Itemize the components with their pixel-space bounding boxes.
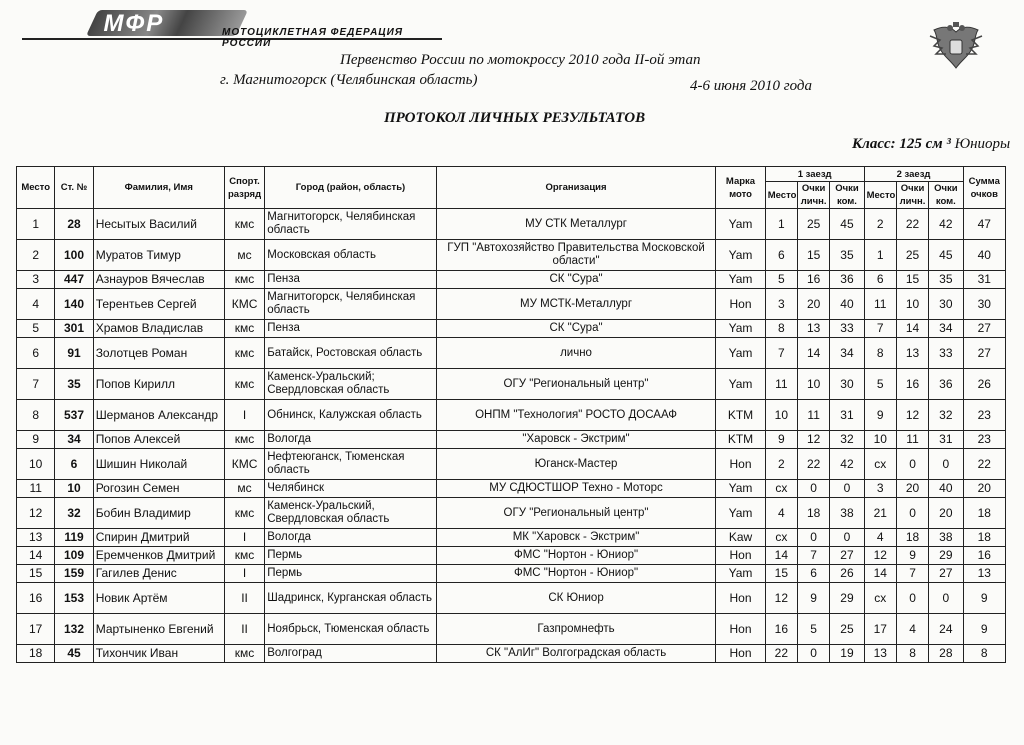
cell-city: Каменск-Уральский, Свердловская область: [265, 498, 437, 529]
cell-start-no: 301: [55, 320, 93, 338]
cell-rank: кмс: [224, 498, 264, 529]
table-row: [17, 645, 1006, 663]
cell-org: лично: [436, 338, 716, 369]
cell-race2-place: 6: [864, 271, 896, 289]
cell-rank: кмс: [224, 431, 264, 449]
cell-total: 9: [963, 614, 1006, 645]
cell-race1-team: 25: [830, 614, 864, 645]
header-total: Сумма очков: [963, 167, 1006, 209]
cell-race2-place: 17: [864, 614, 896, 645]
cell-race1-place: 14: [765, 547, 797, 565]
cell-place: 12: [17, 498, 55, 529]
cell-place: 6: [17, 338, 55, 369]
cell-race2-team: 31: [929, 431, 963, 449]
federation-logo: [22, 8, 442, 49]
cell-place: 18: [17, 645, 55, 663]
protocol-title: ПРОТОКОЛ ЛИЧНЫХ РЕЗУЛЬТАТОВ: [384, 110, 646, 126]
cell-race2-place: 21: [864, 498, 896, 529]
cell-race2-personal: 14: [896, 320, 928, 338]
cell-race2-place: сх: [864, 583, 896, 614]
cell-place: 17: [17, 614, 55, 645]
cell-race1-team: 34: [830, 338, 864, 369]
cell-moto: Yam: [716, 480, 765, 498]
cell-city: Пермь: [265, 547, 437, 565]
cell-city: Московская область: [265, 240, 437, 271]
cell-moto: Yam: [716, 369, 765, 400]
cell-city: Магнитогорск, Челябинская область: [265, 209, 437, 240]
cell-city: Вологда: [265, 431, 437, 449]
cell-place: 2: [17, 240, 55, 271]
cell-org: Юганск-Мастер: [436, 449, 716, 480]
cell-moto: Yam: [716, 565, 765, 583]
cell-race2-team: 38: [929, 529, 963, 547]
cell-race2-place: 10: [864, 431, 896, 449]
cell-race2-team: 0: [929, 449, 963, 480]
cell-race1-personal: 22: [798, 449, 830, 480]
table-row: [17, 209, 1006, 240]
cell-race1-personal: 18: [798, 498, 830, 529]
cell-name: Мартыненко Евгений: [93, 614, 224, 645]
cell-race1-team: 19: [830, 645, 864, 663]
cell-race2-place: 14: [864, 565, 896, 583]
cell-start-no: 132: [55, 614, 93, 645]
cell-org: МУ СДЮСТШОР Техно - Моторс: [436, 480, 716, 498]
cell-race1-team: 27: [830, 547, 864, 565]
cell-rank: кмс: [224, 369, 264, 400]
cell-org: ОГУ "Региональный центр": [436, 498, 716, 529]
header-race2-place: Место: [864, 182, 896, 209]
cell-moto: Hon: [716, 614, 765, 645]
cell-name: Золотцев Роман: [93, 338, 224, 369]
cell-rank: I: [224, 565, 264, 583]
cell-race2-team: 27: [929, 565, 963, 583]
cell-race1-personal: 0: [798, 529, 830, 547]
cell-race1-place: 22: [765, 645, 797, 663]
cell-race1-personal: 15: [798, 240, 830, 271]
cell-start-no: 153: [55, 583, 93, 614]
cell-race1-personal: 0: [798, 645, 830, 663]
cell-race1-personal: 25: [798, 209, 830, 240]
cell-name: Азнауров Вячеслав: [93, 271, 224, 289]
cell-org: СК Юниор: [436, 583, 716, 614]
cell-rank: кмс: [224, 320, 264, 338]
cell-org: "Харовск - Экстрим": [436, 431, 716, 449]
cell-start-no: 140: [55, 289, 93, 320]
cell-city: Пенза: [265, 320, 437, 338]
cell-race2-personal: 13: [896, 338, 928, 369]
header-org: Организация: [436, 167, 716, 209]
cell-total: 27: [963, 338, 1006, 369]
cell-name: Бобин Владимир: [93, 498, 224, 529]
cell-city: Вологда: [265, 529, 437, 547]
cell-race2-personal: 4: [896, 614, 928, 645]
cell-race1-place: 1: [765, 209, 797, 240]
cell-city: Волгоград: [265, 645, 437, 663]
cell-moto: Yam: [716, 338, 765, 369]
cell-start-no: 6: [55, 449, 93, 480]
cell-race1-team: 26: [830, 565, 864, 583]
cell-race2-personal: 8: [896, 645, 928, 663]
cell-race2-team: 32: [929, 400, 963, 431]
cell-moto: Yam: [716, 209, 765, 240]
cell-race1-team: 30: [830, 369, 864, 400]
cell-race1-place: 6: [765, 240, 797, 271]
cell-total: 30: [963, 289, 1006, 320]
cell-start-no: 100: [55, 240, 93, 271]
cell-race1-personal: 6: [798, 565, 830, 583]
cell-race2-personal: 25: [896, 240, 928, 271]
cell-race1-place: 8: [765, 320, 797, 338]
logo-text: МОТОЦИКЛЕТНАЯ ФЕДЕРАЦИЯ РОССИИ: [222, 27, 404, 49]
cell-start-no: 119: [55, 529, 93, 547]
cell-race1-place: 7: [765, 338, 797, 369]
cell-moto: Hon: [716, 547, 765, 565]
cell-place: 15: [17, 565, 55, 583]
cell-race1-personal: 11: [798, 400, 830, 431]
cell-race2-personal: 9: [896, 547, 928, 565]
cell-org: МК "Харовск - Экстрим": [436, 529, 716, 547]
cell-race2-team: 30: [929, 289, 963, 320]
table-row: [17, 338, 1006, 369]
cell-org: ОНПМ "Технология" РОСТО ДОСААФ: [436, 400, 716, 431]
results-table: [16, 166, 1006, 663]
cell-race1-team: 33: [830, 320, 864, 338]
cell-rank: КМС: [224, 449, 264, 480]
table-row: [17, 529, 1006, 547]
cell-name: Шишин Николай: [93, 449, 224, 480]
cell-rank: II: [224, 583, 264, 614]
cell-name: Попов Кирилл: [93, 369, 224, 400]
cell-place: 13: [17, 529, 55, 547]
cell-total: 13: [963, 565, 1006, 583]
cell-race2-personal: 15: [896, 271, 928, 289]
cell-rank: кмс: [224, 645, 264, 663]
cell-name: Храмов Владислав: [93, 320, 224, 338]
cell-org: МУ МСТК-Металлург: [436, 289, 716, 320]
cell-org: СК "АлИг" Волгоградская область: [436, 645, 716, 663]
cell-race1-team: 45: [830, 209, 864, 240]
cell-race2-personal: 0: [896, 498, 928, 529]
header-race1: 1 заезд: [765, 167, 864, 182]
cell-city: Каменск-Уральский; Свердловская область: [265, 369, 437, 400]
header-name: Фамилия, Имя: [93, 167, 224, 209]
cell-start-no: 45: [55, 645, 93, 663]
header-rank: Спорт. разряд: [224, 167, 264, 209]
cell-race2-place: 9: [864, 400, 896, 431]
cell-name: Тихончик Иван: [93, 645, 224, 663]
cell-race1-team: 31: [830, 400, 864, 431]
cell-race1-team: 42: [830, 449, 864, 480]
cell-rank: I: [224, 400, 264, 431]
cell-total: 20: [963, 480, 1006, 498]
header-race1-place: Место: [765, 182, 797, 209]
cell-race2-place: 2: [864, 209, 896, 240]
cell-race2-place: 3: [864, 480, 896, 498]
cell-city: Пенза: [265, 271, 437, 289]
cell-race1-personal: 9: [798, 583, 830, 614]
cell-moto: Yam: [716, 240, 765, 271]
cell-total: 18: [963, 529, 1006, 547]
cell-race1-place: 9: [765, 431, 797, 449]
cell-start-no: 35: [55, 369, 93, 400]
table-row: [17, 547, 1006, 565]
cell-total: 27: [963, 320, 1006, 338]
cell-race1-place: сх: [765, 529, 797, 547]
championship-title: Первенство России по мотокроссу 2010 года II-ой этап: [340, 52, 701, 68]
cell-start-no: 28: [55, 209, 93, 240]
cell-org: СК "Сура": [436, 271, 716, 289]
cell-race1-team: 35: [830, 240, 864, 271]
cell-race2-personal: 0: [896, 583, 928, 614]
cell-name: Новик Артём: [93, 583, 224, 614]
cell-org: ФМС "Нортон - Юниор": [436, 565, 716, 583]
cell-name: Попов Алексей: [93, 431, 224, 449]
cell-moto: Hon: [716, 289, 765, 320]
cell-city: Обнинск, Калужская область: [265, 400, 437, 431]
cell-race1-place: 15: [765, 565, 797, 583]
cell-race1-place: 16: [765, 614, 797, 645]
cell-place: 3: [17, 271, 55, 289]
cell-rank: I: [224, 529, 264, 547]
cell-name: Терентьев Сергей: [93, 289, 224, 320]
cell-race1-personal: 16: [798, 271, 830, 289]
cell-moto: Hon: [716, 645, 765, 663]
cell-race1-place: 11: [765, 369, 797, 400]
header-race2-personal: Очки личн.: [896, 182, 928, 209]
venue-line: г. Магнитогорск (Челябинская область): [220, 72, 478, 88]
cell-name: Спирин Дмитрий: [93, 529, 224, 547]
cell-race1-personal: 12: [798, 431, 830, 449]
cell-race2-personal: 10: [896, 289, 928, 320]
cell-total: 23: [963, 431, 1006, 449]
cell-moto: Hon: [716, 449, 765, 480]
cell-race2-place: сх: [864, 449, 896, 480]
cell-name: Гагилев Денис: [93, 565, 224, 583]
cell-moto: Yam: [716, 498, 765, 529]
cell-name: Еремченков Дмитрий: [93, 547, 224, 565]
cell-total: 22: [963, 449, 1006, 480]
cell-race2-place: 11: [864, 289, 896, 320]
coat-of-arms-icon: [928, 22, 984, 74]
cell-org: ОГУ "Региональный центр": [436, 369, 716, 400]
cell-place: 5: [17, 320, 55, 338]
cell-total: 9: [963, 583, 1006, 614]
cell-race2-personal: 12: [896, 400, 928, 431]
cell-place: 9: [17, 431, 55, 449]
cell-race1-team: 36: [830, 271, 864, 289]
cell-race1-place: 5: [765, 271, 797, 289]
cell-rank: кмс: [224, 271, 264, 289]
cell-rank: кмс: [224, 338, 264, 369]
cell-race2-team: 35: [929, 271, 963, 289]
cell-start-no: 32: [55, 498, 93, 529]
logo-mark: МФР: [86, 10, 248, 36]
cell-place: 7: [17, 369, 55, 400]
table-row: [17, 498, 1006, 529]
cell-race1-personal: 5: [798, 614, 830, 645]
cell-race2-team: 45: [929, 240, 963, 271]
cell-race2-team: 42: [929, 209, 963, 240]
cell-moto: Yam: [716, 320, 765, 338]
cell-moto: Kaw: [716, 529, 765, 547]
table-row: [17, 320, 1006, 338]
cell-org: Газпромнефть: [436, 614, 716, 645]
cell-race1-personal: 10: [798, 369, 830, 400]
table-row: [17, 449, 1006, 480]
cell-total: 16: [963, 547, 1006, 565]
cell-race2-place: 1: [864, 240, 896, 271]
cell-org: МУ СТК Металлург: [436, 209, 716, 240]
cell-race1-place: 10: [765, 400, 797, 431]
cell-rank: мс: [224, 480, 264, 498]
cell-race2-team: 20: [929, 498, 963, 529]
cell-total: 47: [963, 209, 1006, 240]
cell-race1-team: 0: [830, 529, 864, 547]
cell-race2-place: 8: [864, 338, 896, 369]
cell-org: ГУП "Автохозяйство Правительства Московской области": [436, 240, 716, 271]
table-row: [17, 271, 1006, 289]
cell-city: Магнитогорск, Челябинская область: [265, 289, 437, 320]
cell-city: Шадринск, Курганская область: [265, 583, 437, 614]
cell-place: 1: [17, 209, 55, 240]
cell-name: Рогозин Семен: [93, 480, 224, 498]
header-race1-team: Очки ком.: [830, 182, 864, 209]
cell-race2-personal: 20: [896, 480, 928, 498]
cell-race1-team: 38: [830, 498, 864, 529]
cell-rank: кмс: [224, 209, 264, 240]
cell-place: 8: [17, 400, 55, 431]
cell-race1-team: 0: [830, 480, 864, 498]
cell-start-no: 10: [55, 480, 93, 498]
cell-race1-personal: 13: [798, 320, 830, 338]
cell-race1-team: 40: [830, 289, 864, 320]
cell-race1-personal: 14: [798, 338, 830, 369]
table-row: [17, 369, 1006, 400]
cell-moto: Hon: [716, 583, 765, 614]
cell-moto: KTM: [716, 400, 765, 431]
cell-start-no: 109: [55, 547, 93, 565]
cell-race1-personal: 20: [798, 289, 830, 320]
cell-name: Несытых Василий: [93, 209, 224, 240]
cell-total: 23: [963, 400, 1006, 431]
cell-race1-place: 3: [765, 289, 797, 320]
cell-start-no: 537: [55, 400, 93, 431]
cell-race2-personal: 16: [896, 369, 928, 400]
header-race2-team: Очки ком.: [929, 182, 963, 209]
cell-start-no: 159: [55, 565, 93, 583]
cell-race2-place: 12: [864, 547, 896, 565]
cell-race2-team: 36: [929, 369, 963, 400]
cell-place: 14: [17, 547, 55, 565]
cell-race2-team: 40: [929, 480, 963, 498]
table-row: [17, 565, 1006, 583]
cell-city: Ноябрьск, Тюменская область: [265, 614, 437, 645]
cell-race2-team: 34: [929, 320, 963, 338]
cell-race2-team: 24: [929, 614, 963, 645]
cell-start-no: 447: [55, 271, 93, 289]
header-race2: 2 заезд: [864, 167, 963, 182]
cell-race1-personal: 0: [798, 480, 830, 498]
cell-moto: Yam: [716, 271, 765, 289]
table-row: [17, 480, 1006, 498]
header-city: Город (район, область): [265, 167, 437, 209]
cell-race2-personal: 11: [896, 431, 928, 449]
table-row: [17, 614, 1006, 645]
class-label: Класс: 125 см ³ Юниоры: [852, 136, 1011, 152]
cell-race2-team: 33: [929, 338, 963, 369]
table-row: [17, 240, 1006, 271]
cell-race1-team: 29: [830, 583, 864, 614]
table-row: [17, 289, 1006, 320]
cell-total: 18: [963, 498, 1006, 529]
cell-race2-personal: 22: [896, 209, 928, 240]
header-place: Место: [17, 167, 55, 209]
cell-start-no: 91: [55, 338, 93, 369]
cell-moto: KTM: [716, 431, 765, 449]
event-dates: 4-6 июня 2010 года: [690, 78, 812, 94]
cell-race2-team: 0: [929, 583, 963, 614]
cell-race1-place: 12: [765, 583, 797, 614]
cell-city: Нефтеюганск, Тюменская область: [265, 449, 437, 480]
cell-name: Шерманов Александр: [93, 400, 224, 431]
cell-place: 4: [17, 289, 55, 320]
cell-place: 10: [17, 449, 55, 480]
cell-total: 40: [963, 240, 1006, 271]
header-start-no: Ст. №: [55, 167, 93, 209]
cell-city: Челябинск: [265, 480, 437, 498]
cell-race2-team: 28: [929, 645, 963, 663]
cell-race1-place: сх: [765, 480, 797, 498]
table-row: [17, 431, 1006, 449]
cell-org: СК "Сура": [436, 320, 716, 338]
cell-race1-personal: 7: [798, 547, 830, 565]
header-moto: Марка мото: [716, 167, 765, 209]
cell-race1-place: 4: [765, 498, 797, 529]
cell-race2-place: 7: [864, 320, 896, 338]
cell-city: Батайск, Ростовская область: [265, 338, 437, 369]
cell-place: 11: [17, 480, 55, 498]
cell-org: ФМС "Нортон - Юниор": [436, 547, 716, 565]
cell-race2-personal: 18: [896, 529, 928, 547]
cell-total: 8: [963, 645, 1006, 663]
cell-race1-team: 32: [830, 431, 864, 449]
cell-rank: кмс: [224, 547, 264, 565]
cell-place: 16: [17, 583, 55, 614]
cell-total: 26: [963, 369, 1006, 400]
cell-race2-place: 4: [864, 529, 896, 547]
cell-rank: мс: [224, 240, 264, 271]
cell-name: Муратов Тимур: [93, 240, 224, 271]
cell-total: 31: [963, 271, 1006, 289]
cell-race2-place: 5: [864, 369, 896, 400]
cell-start-no: 34: [55, 431, 93, 449]
table-row: [17, 583, 1006, 614]
cell-race2-personal: 0: [896, 449, 928, 480]
cell-race2-place: 13: [864, 645, 896, 663]
cell-rank: КМС: [224, 289, 264, 320]
header-race1-personal: Очки личн.: [798, 182, 830, 209]
cell-race2-personal: 7: [896, 565, 928, 583]
cell-city: Пермь: [265, 565, 437, 583]
cell-race1-place: 2: [765, 449, 797, 480]
cell-rank: II: [224, 614, 264, 645]
cell-race2-team: 29: [929, 547, 963, 565]
table-row: [17, 400, 1006, 431]
